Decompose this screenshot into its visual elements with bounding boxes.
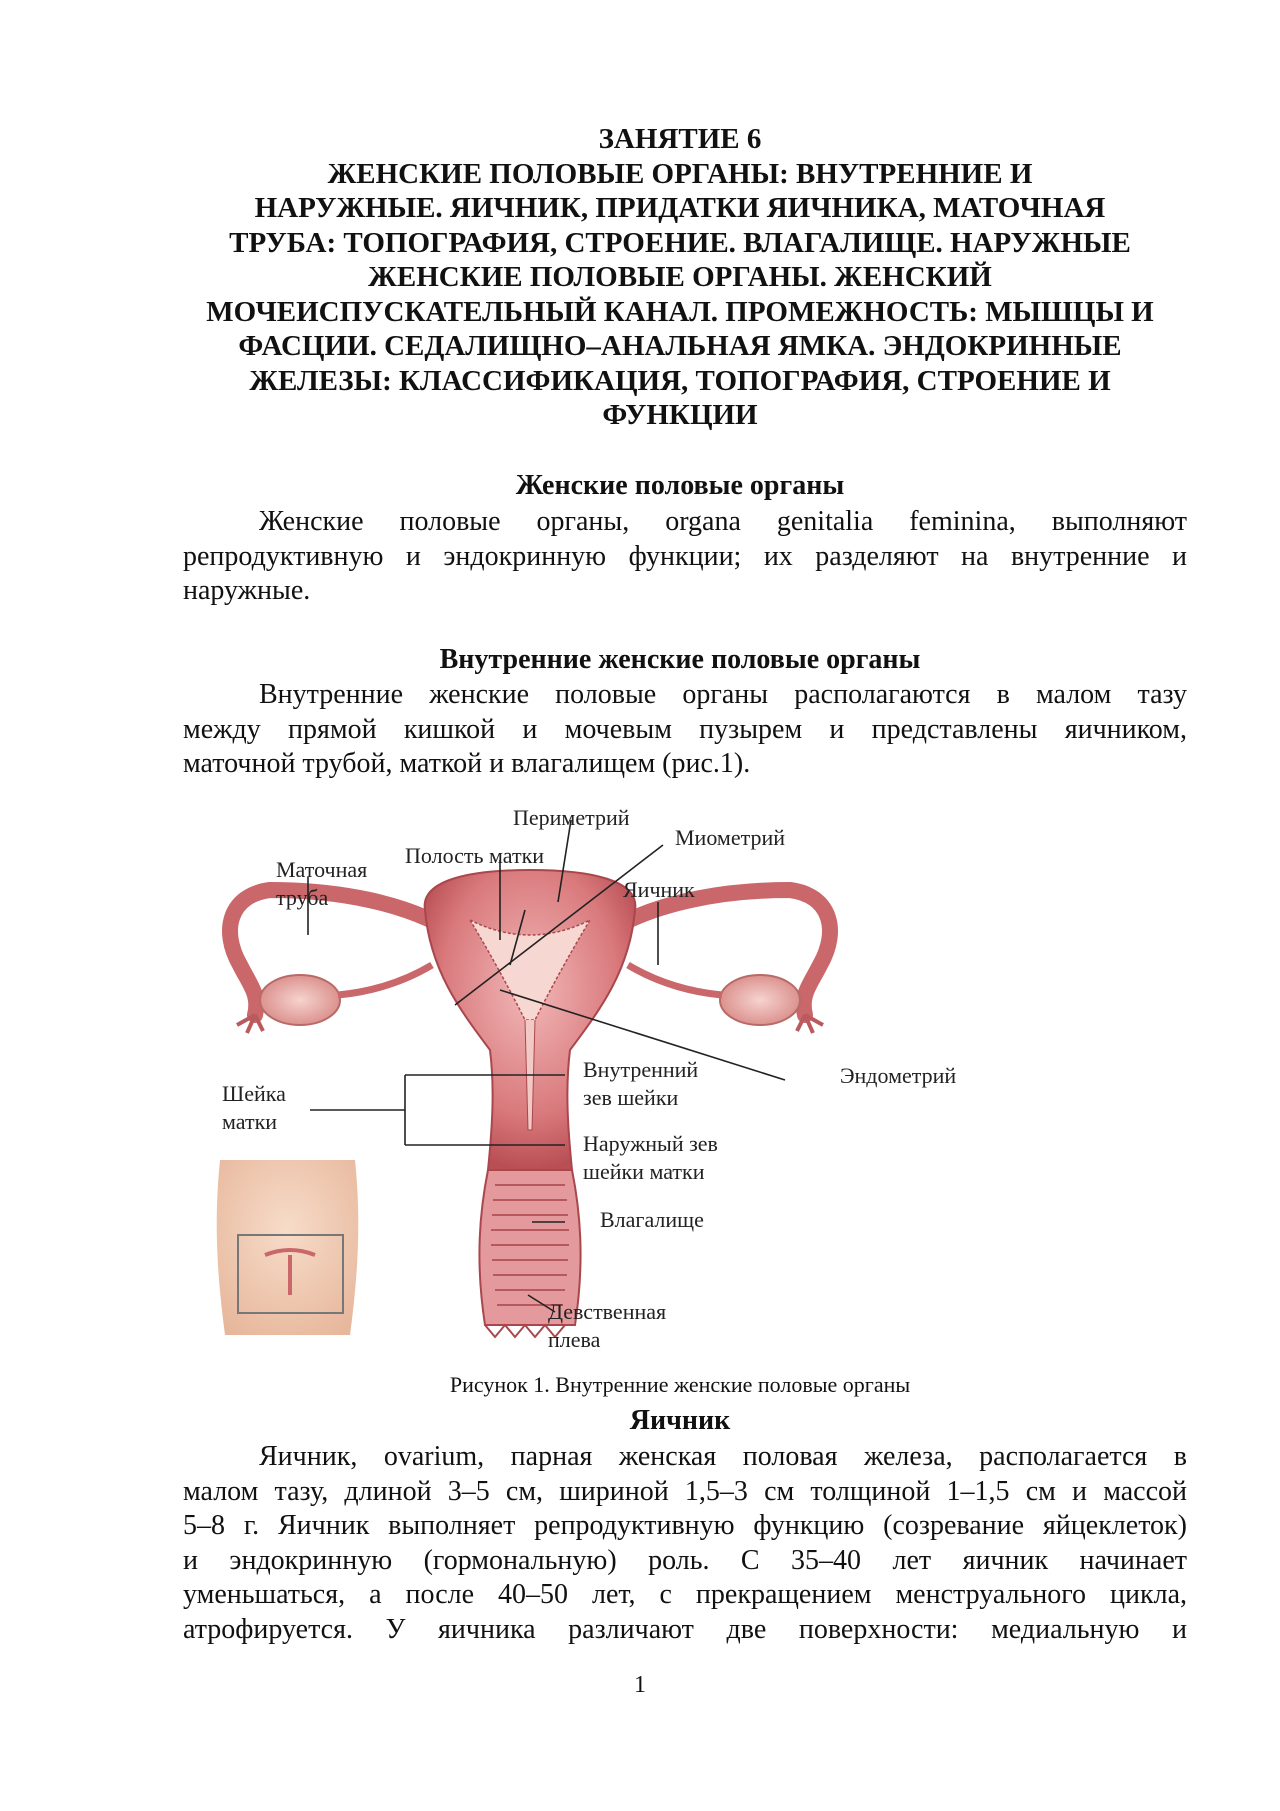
text-line: уменьшаться, а после 40–50 лет, с прекращением менструального цикла, xyxy=(183,1579,1187,1610)
label-endometrium: Эндометрий xyxy=(840,1063,957,1088)
text-line: Внутренние женские половые органы располагаются в малом тазу xyxy=(259,679,1187,710)
lesson-title-line: ТРУБА: ТОПОГРАФИЯ, СТРОЕНИЕ. ВЛАГАЛИЩЕ. НАРУЖНЫЕ xyxy=(229,226,1131,259)
text-line: 5–8 г. Яичник выполняет репродуктивную функцию (созревание яйцеклеток) xyxy=(183,1510,1187,1541)
text-line: между прямой кишкой и мочевым пузырем и представлены яичником, xyxy=(183,713,1187,745)
lesson-title-line: ЖЕЛЕЗЫ: КЛАССИФИКАЦИЯ, ТОПОГРАФИЯ, СТРОЕНИЕ И xyxy=(249,364,1111,397)
text-line: и эндокринную (гормональную) роль. С 35–40 лет яичник начинает xyxy=(183,1544,1187,1576)
label-external-os-line2: шейки матки xyxy=(583,1159,705,1184)
lesson-title-line: МОЧЕИСПУСКАТЕЛЬНЫЙ КАНАЛ. ПРОМЕЖНОСТЬ: МЫШЦЫ И xyxy=(206,295,1154,328)
paragraph-female-organs xyxy=(183,505,1187,609)
text-line: Женские половые органы, organa genitalia feminina, выполняют xyxy=(259,506,1187,537)
label-cervix-line1: Шейка xyxy=(222,1081,286,1106)
label-cervix-line2: матки xyxy=(222,1109,278,1134)
label-fallopian-tube-line2: труба xyxy=(276,885,329,910)
label-myometrium: Миометрий xyxy=(675,825,786,850)
anatomy-figure xyxy=(210,790,990,1360)
page-number: 1 xyxy=(634,1672,646,1698)
lesson-number: ЗАНЯТИЕ 6 xyxy=(598,123,762,155)
label-internal-os-line2: зев шейки xyxy=(583,1085,679,1110)
text-line: наружные. xyxy=(183,575,311,606)
label-ovary: Яичник xyxy=(623,877,695,902)
lesson-title-line: НАРУЖНЫЕ. ЯИЧНИК, ПРИДАТКИ ЯИЧНИКА, МАТОЧНАЯ xyxy=(254,192,1106,224)
label-external-os-line1: Наружный зев xyxy=(583,1131,718,1156)
lesson-title xyxy=(180,122,1180,433)
paragraph-internal-organs xyxy=(183,678,1187,782)
paragraph-ovary xyxy=(183,1440,1187,1647)
label-uterine-cavity: Полость матки xyxy=(405,843,545,868)
text-line: атрофируется. У яичника различают две поверхности: медиальную и xyxy=(183,1613,1187,1645)
label-internal-os-line1: Внутренний xyxy=(583,1057,699,1082)
right-ovary xyxy=(720,975,800,1025)
text-line: Яичник, ovarium, парная женская половая железа, располагается в xyxy=(259,1441,1187,1472)
lesson-title-line: ФАСЦИИ. СЕДАЛИЩНО–АНАЛЬНАЯ ЯМКА. ЭНДОКРИННЫЕ xyxy=(238,330,1122,362)
section-heading-ovary: Яичник xyxy=(629,1405,731,1436)
pelvis-inset xyxy=(217,1160,359,1335)
text-line: репродуктивную и эндокринную функции; их разделяют на внутренние и xyxy=(183,540,1187,572)
figure-caption: Рисунок 1. Внутренние женские половые органы xyxy=(449,1372,911,1397)
label-perimetrium: Периметрий xyxy=(513,805,630,830)
label-hymen-line1: Девственная xyxy=(548,1299,667,1324)
left-ovary xyxy=(260,975,340,1025)
label-fallopian-tube-line1: Маточная xyxy=(276,857,368,882)
label-vagina: Влагалище xyxy=(600,1207,704,1232)
text-line: маточной трубой, маткой и влагалищем (рис.1). xyxy=(183,748,751,779)
lesson-title-line: ЖЕНСКИЕ ПОЛОВЫЕ ОРГАНЫ: ВНУТРЕННИЕ И xyxy=(327,157,1033,190)
lesson-title-line: ЖЕНСКИЕ ПОЛОВЫЕ ОРГАНЫ. ЖЕНСКИЙ xyxy=(368,261,992,293)
section-heading-female-organs: Женские половые органы xyxy=(515,470,845,501)
text-line: малом тазу, длиной 3–5 см, шириной 1,5–3 см толщиной 1–1,5 см и массой xyxy=(183,1475,1187,1507)
section-heading-internal-organs: Внутренние женские половые органы xyxy=(439,644,921,675)
label-hymen-line2: плева xyxy=(548,1327,601,1352)
lesson-title-line: ФУНКЦИИ xyxy=(602,399,758,431)
